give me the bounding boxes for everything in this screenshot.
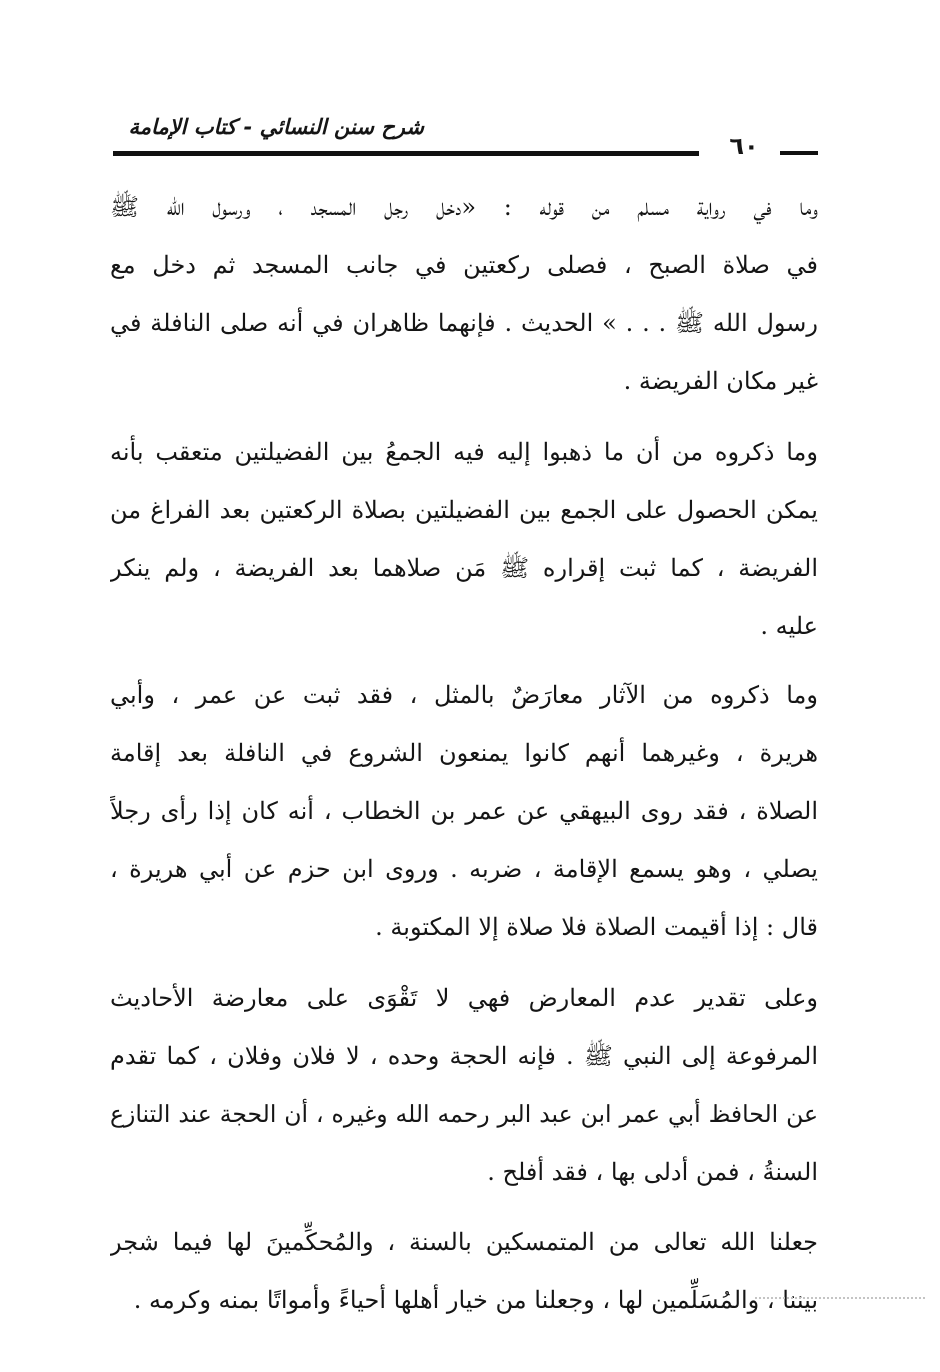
text-line: يمكن الحصول على الجمع بين الفضيلتين بصلاة الركعتين بعد الفراغ من bbox=[110, 496, 818, 524]
text-line: المرفوعة إلى النبي ﷺ . فإنه الحجة وحده ، لا فلان وفلان ، كما تقدم bbox=[110, 1042, 818, 1070]
text-line: قال : إذا أقيمت الصلاة فلا صلاة إلا المكتوبة . bbox=[375, 913, 818, 941]
text-line: يصلي ، وهو يسمع الإقامة ، ضربه . وروى ابن حزم عن أبي هريرة ، bbox=[110, 855, 818, 883]
text-line: بيننا ، والمُسَلِّمين لها ، وجعلنا من خيار أهلها أحياءً وأمواتًا بمنه وكرمه . bbox=[133, 1286, 818, 1314]
text-line: جعلنا الله تعالى من المتمسكين بالسنة ، والمُحكِّمينَ لها فيما شجر bbox=[110, 1228, 818, 1256]
text-line: عن الحافظ أبي عمر ابن عبد البر رحمه الله وغيره ، أن الحجة عند التنازع bbox=[110, 1100, 818, 1128]
text-line: وعلى تقدير عدم المعارض فهي لا تَقْوَى على معارضة الأحاديث bbox=[110, 984, 818, 1012]
paragraph bbox=[110, 1213, 818, 1329]
text-line: غير مكان الفريضة . bbox=[623, 367, 818, 395]
paragraph bbox=[110, 423, 818, 655]
text-line: الصلاة ، فقد روى البيهقي عن عمر بن الخطاب ، أنه كان إذا رأى رجلاً bbox=[110, 797, 818, 825]
text-line: وما في رواية مسلم من قوله : «دخل رجل المسجد ، ورسول الله ﷺ bbox=[110, 193, 818, 221]
page-number-rule bbox=[780, 151, 818, 155]
header-rule bbox=[113, 151, 699, 156]
paragraph bbox=[110, 969, 818, 1201]
running-header-title: شرح سنن النسائي - كتاب الإمامة bbox=[128, 115, 424, 139]
text-line: رسول الله ﷺ . . . » الحديث . فإنهما ظاهران في أنه صلى النافلة في bbox=[110, 309, 818, 337]
text-line: الفريضة ، كما ثبت إقراره ﷺ مَن صلاهما بعد الفريضة ، ولم ينكر bbox=[110, 554, 818, 582]
scan-artifact bbox=[755, 1297, 925, 1303]
paragraph bbox=[110, 666, 818, 956]
body-text bbox=[110, 178, 818, 1329]
text-line: وما ذكروه من أن ما ذهبوا إليه فيه الجمعُ بين الفضيلتين متعقب بأنه bbox=[110, 438, 818, 466]
text-line: في صلاة الصبح ، فصلى ركعتين في جانب المسجد ثم دخل مع bbox=[110, 251, 818, 279]
text-line: عليه . bbox=[760, 612, 818, 640]
paragraph bbox=[110, 178, 818, 410]
text-line: السنةُ ، فمن أدلى بها ، فقد أفلح . bbox=[487, 1158, 818, 1186]
page-number: ٦٠ bbox=[729, 132, 759, 160]
text-line: هريرة ، وغيرهما أنهم كانوا يمنعون الشروع في النافلة بعد إقامة bbox=[110, 739, 818, 767]
text-line: وما ذكروه من الآثار معارَضٌ بالمثل ، فقد ثبت عن عمر ، وأبي bbox=[110, 681, 818, 709]
